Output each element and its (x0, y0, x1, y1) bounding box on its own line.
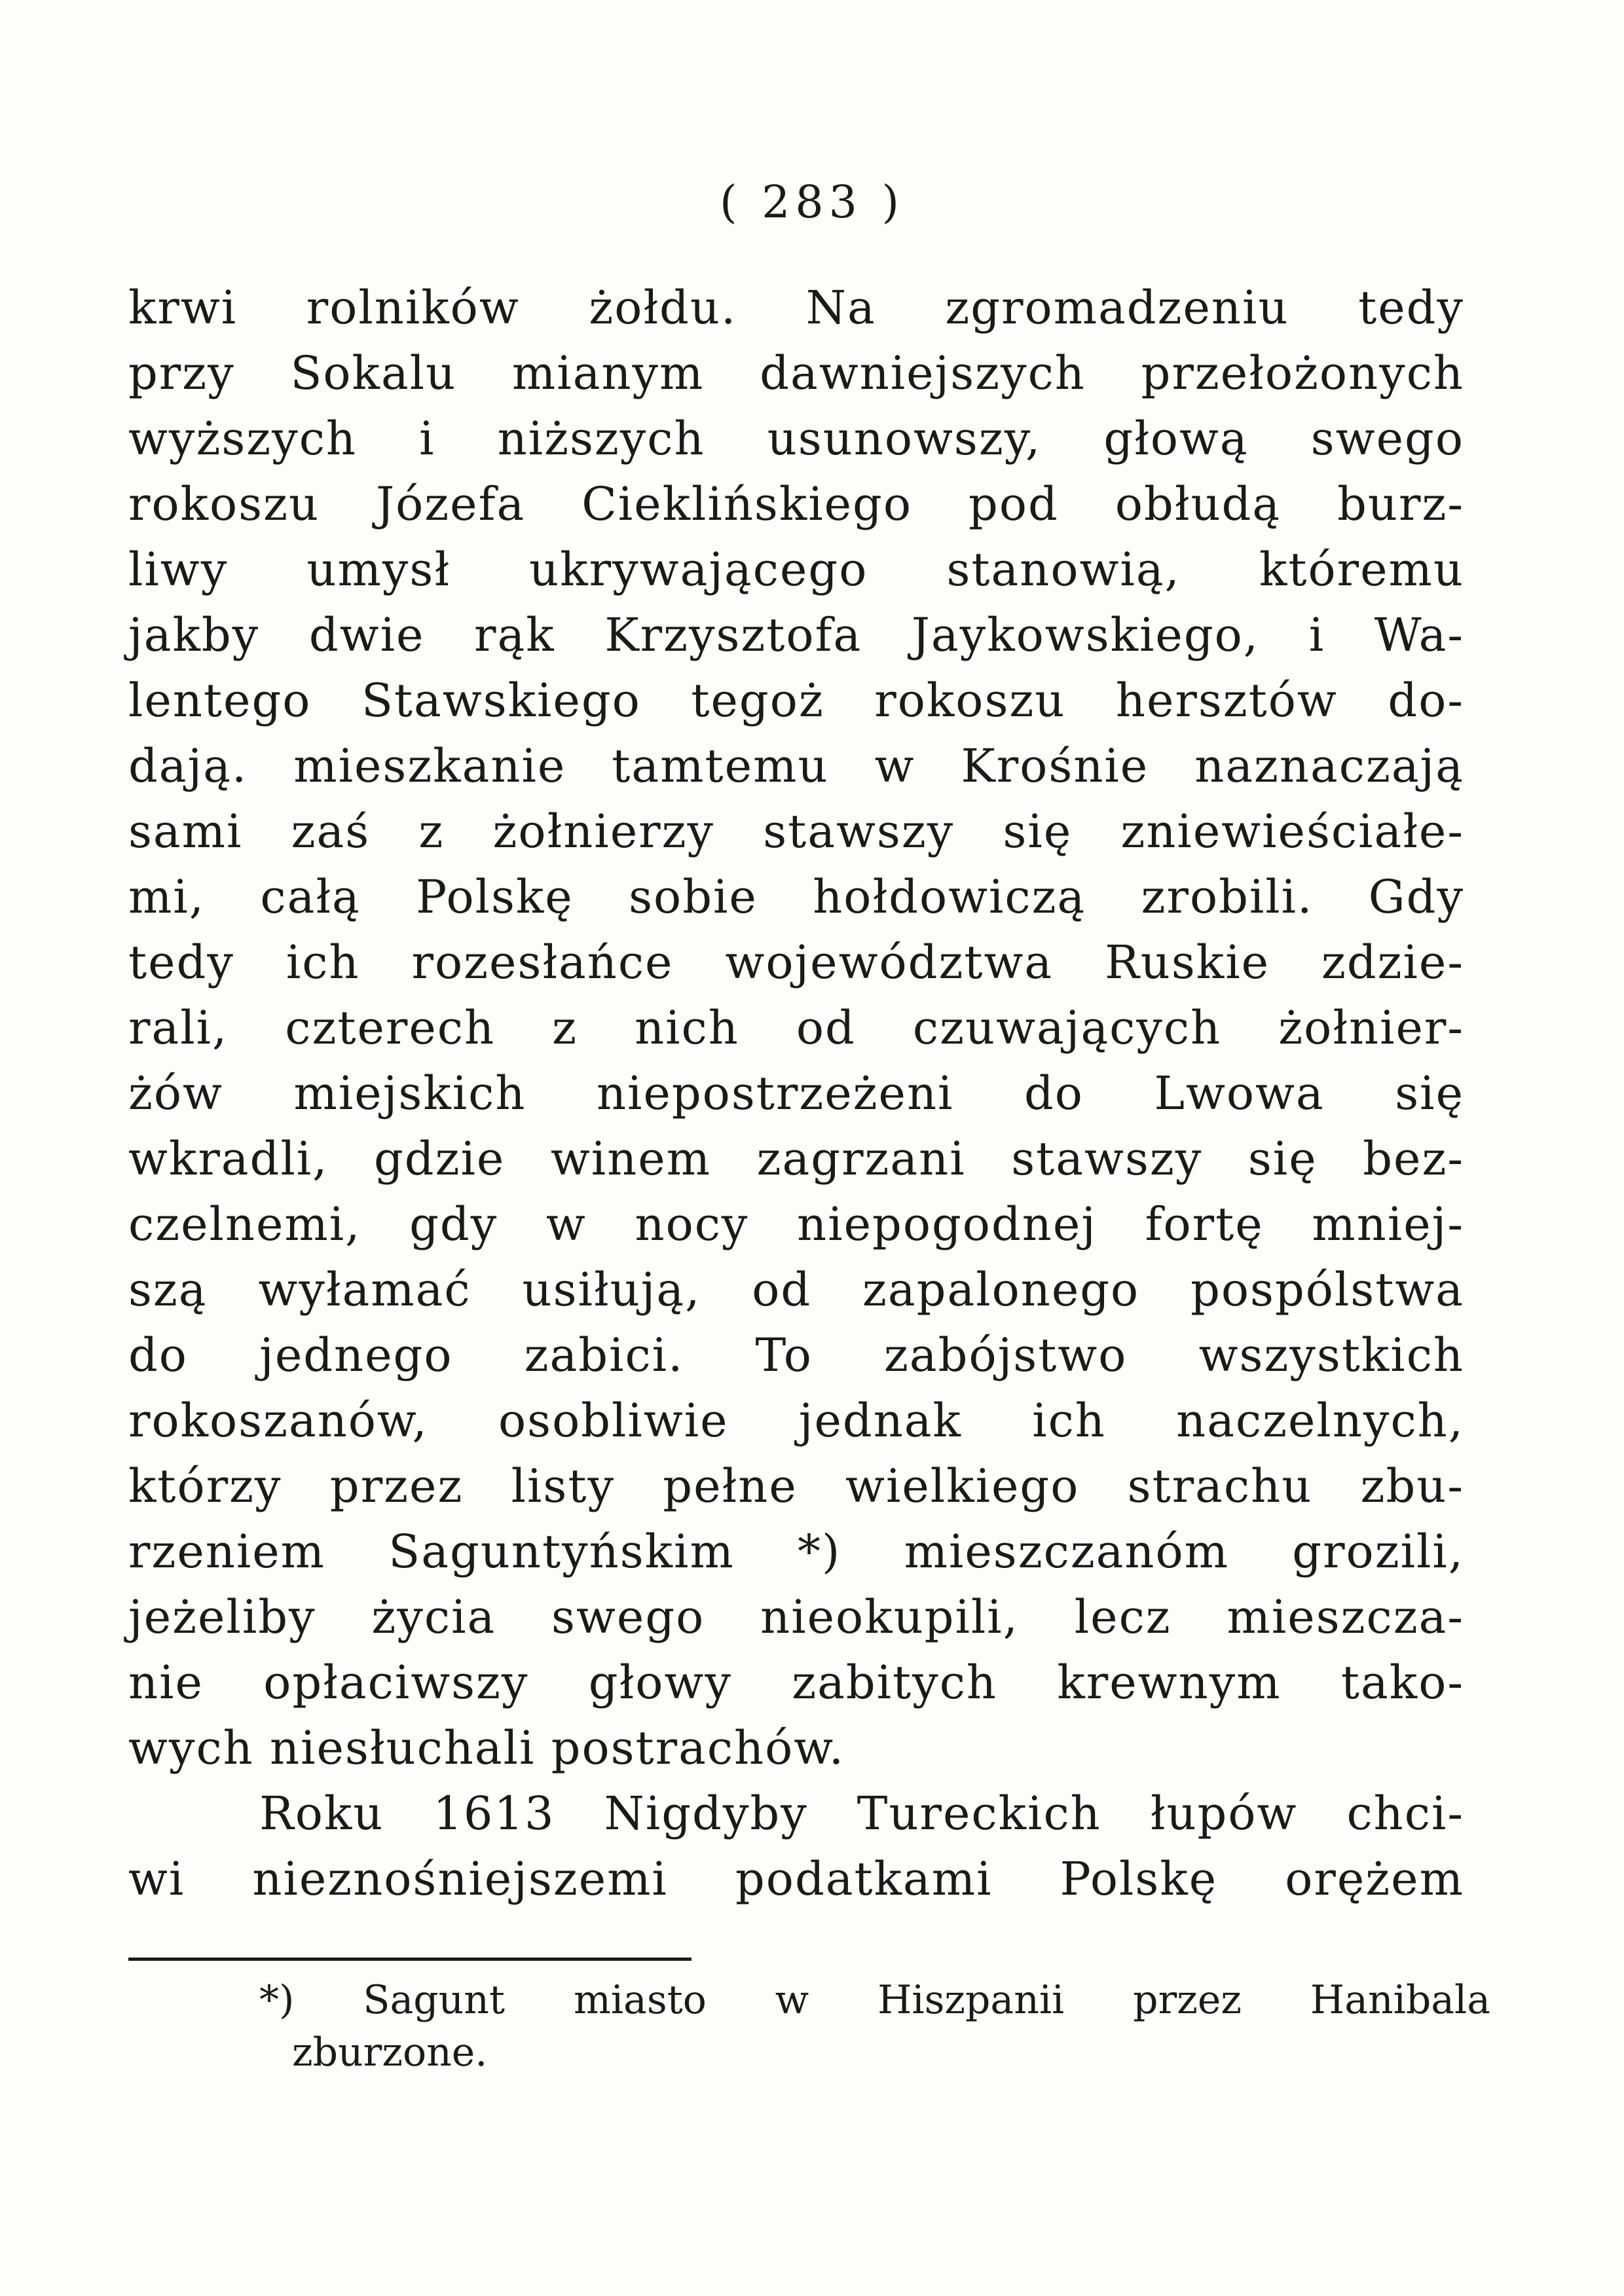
footnote-line: *) Sagunt miasto w Hiszpanii przez Hanibala (259, 1977, 1490, 2023)
footnote (128, 1974, 1490, 2079)
text-line: wyższych i niższych usunowszy, głową swego (128, 412, 1464, 465)
text-line: mi, całą Polskę sobie hołdowiczą zrobili. Gdy (128, 870, 1464, 924)
text-line: rokoszanów, osobliwie jednak ich naczelnych, (128, 1394, 1464, 1448)
text-line: rali, czterech z nich od czuwających żołnier- (128, 1001, 1464, 1055)
text-line: dają. mieszkanie tamtemu w Krośnie naznaczają (128, 739, 1464, 793)
text-line: lentego Stawskiego tegoż rokoszu hersztów do- (128, 674, 1464, 727)
footnote-line: zburzone. (292, 2030, 488, 2075)
text-line: tedy ich rozesłańce województwa Ruskie zdzie- (128, 936, 1464, 989)
text-line: sami zaś z żołnierzy stawszy się zniewieściałe- (128, 805, 1464, 858)
text-line: rzeniem Saguntyńskim *) mieszczanóm grozili, (128, 1525, 1464, 1578)
text-line: przy Sokalu mianym dawniejszych przełożonych (128, 346, 1464, 400)
text-line: wkradli, gdzie winem zagrzani stawszy się bez- (128, 1132, 1464, 1186)
text-line: do jednego zabici. To zabójstwo wszystkich (128, 1328, 1464, 1382)
text-line: jeżeliby życia swego nieokupili, lecz mieszcza- (128, 1590, 1464, 1644)
page-number: ( 283 ) (719, 177, 905, 228)
body-text (128, 275, 1464, 1912)
text-line: liwy umysł ukrywającego stanowią, któremu (128, 543, 1464, 596)
text-line: wi nieznośniejszemi podatkami Polskę orężem (128, 1852, 1464, 1906)
paragraph-start-line: Roku 1613 Nigdyby Tureckich łupów chci- (259, 1787, 1464, 1840)
text-line: czelnemi, gdy w nocy niepogodnej fortę mniej- (128, 1197, 1464, 1251)
text-line: rokoszu Józefa Cieklińskiego pod obłudą burz- (128, 477, 1464, 531)
paragraph-end-line: wych niesłuchali postrachów. (128, 1721, 845, 1775)
text-line: jakby dwie rąk Krzysztofa Jaykowskiego, i Wa- (128, 608, 1464, 662)
text-line: którzy przez listy pełne wielkiego strachu zbu- (128, 1459, 1464, 1513)
text-line: żów miejskich niepostrzeżeni do Lwowa się (128, 1066, 1464, 1120)
footnote-divider (128, 1958, 692, 1961)
text-line: nie opłaciwszy głowy zabitych krewnym tako- (128, 1656, 1464, 1709)
text-line: szą wyłamać usiłują, od zapalonego pospólstwa (128, 1263, 1464, 1317)
text-line: krwi rolników żołdu. Na zgromadzeniu tedy (128, 281, 1464, 335)
